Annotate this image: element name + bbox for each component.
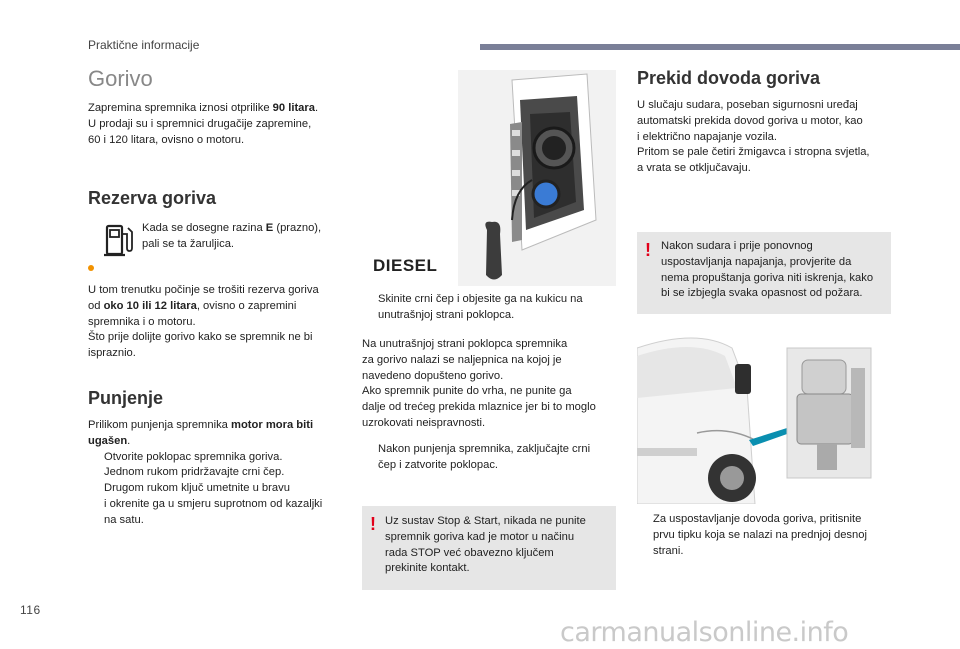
- section-title-prekid: Prekid dovoda goriva: [637, 68, 821, 88]
- list-item: Skinite crni čep i objesite ga na kukicu na unutrašnjoj strani poklopca.: [378, 293, 583, 321]
- running-header: Praktične informacije: [88, 38, 200, 52]
- gorivo-intro: Zapremina spremnika iznosi otprilike 90 litara. U prodaji su i spremnici drugačije zapremine, 60 i 120 litara, ovisno o motoru.: [88, 102, 319, 146]
- prekid-step-1: [637, 512, 897, 559]
- page-number: 116: [20, 603, 41, 617]
- prekid-body: U slučaju sudara, poseban sigurnosni uređaj automatski prekida dovod goriva u motor, kao i električno napajanje vozila. Pritom se pale četiri žmigavca i stropna svjetla, a vrata se otključavaju.: [637, 99, 870, 175]
- diesel-label: DIESEL: [373, 256, 438, 275]
- punjenje-body: Prilikom punjenja spremnika motor mora biti ugašen. Otvorite poklopac spremnika goriva. Jednom rukom pridržavajte crni čep. Drugom rukom ključ umetnite u bravu i okrenite ga u smjeru suprotnom od kazaljki na satu.: [88, 418, 353, 529]
- section-title-punjenje: Punjenje: [88, 388, 164, 408]
- list-item: Otvorite poklopac spremnika goriva.: [104, 450, 283, 463]
- fuel-pump-icon: [100, 222, 134, 258]
- list-item: Drugom rukom ključ umetnite u bravu i okrenite ga u smjeru suprotnom od kazaljki na satu.: [104, 482, 323, 526]
- post-collision-warning-note: ! Nakon sudara i prije ponovnog uspostavljanja napajanja, provjerite da nema propuštanja goriva niti iskrenja, kako bi se izbjegla svaka opasnost od požara.: [637, 232, 891, 314]
- header-bar: [480, 44, 960, 50]
- list-item: Za uspostavljanje dovoda goriva, pritisnite prvu tipku koja se nalazi na prednjoj desnoj strani.: [653, 513, 867, 557]
- middle-body: Na unutrašnjoj strani poklopca spremnika za gorivo nalazi se naljepnica na kojoj je navedeno dopušteno gorivo. Ako spremnik punite do vrha, ne punite ga dalje od trećeg prekida mlaznice jer bi to moglo uzrokovati neispravnosti.: [362, 338, 596, 429]
- warning-icon: !: [645, 240, 651, 260]
- warning-icon: !: [370, 514, 376, 534]
- fuel-filler-illustration: [362, 70, 616, 286]
- fuel-cutoff-illustration: [637, 328, 892, 504]
- rezerva-icon-text: Kada se dosegne razina E (prazno), pali se ta žaruljica.: [142, 222, 322, 250]
- middle-step-1: [362, 292, 617, 324]
- warning-lamp-indicator: [88, 265, 94, 271]
- list-item: Nakon punjenja spremnika, zaključajte crni čep i zatvorite poklopac.: [378, 443, 591, 471]
- middle-step-2: [362, 442, 617, 474]
- section-title-rezerva: Rezerva goriva: [88, 188, 217, 208]
- stop-start-warning-note: ! Uz sustav Stop & Start, nikada ne punite spremnik goriva kad je motor u načinu rada STOP već obavezno ključem prekinite kontakt.: [362, 506, 616, 590]
- section-title-gorivo: Gorivo: [88, 66, 153, 91]
- watermark: carmanualsonline.info: [560, 617, 849, 648]
- list-item: Jednom rukom pridržavajte crni čep.: [104, 466, 285, 479]
- rezerva-body: U tom trenutku počinje se trošiti rezerva goriva od oko 10 ili 12 litara, ovisno o zapremini spremnika i o motoru. Što prije dolijte gorivo kako se spremnik ne bi ispraznio.: [88, 284, 319, 360]
